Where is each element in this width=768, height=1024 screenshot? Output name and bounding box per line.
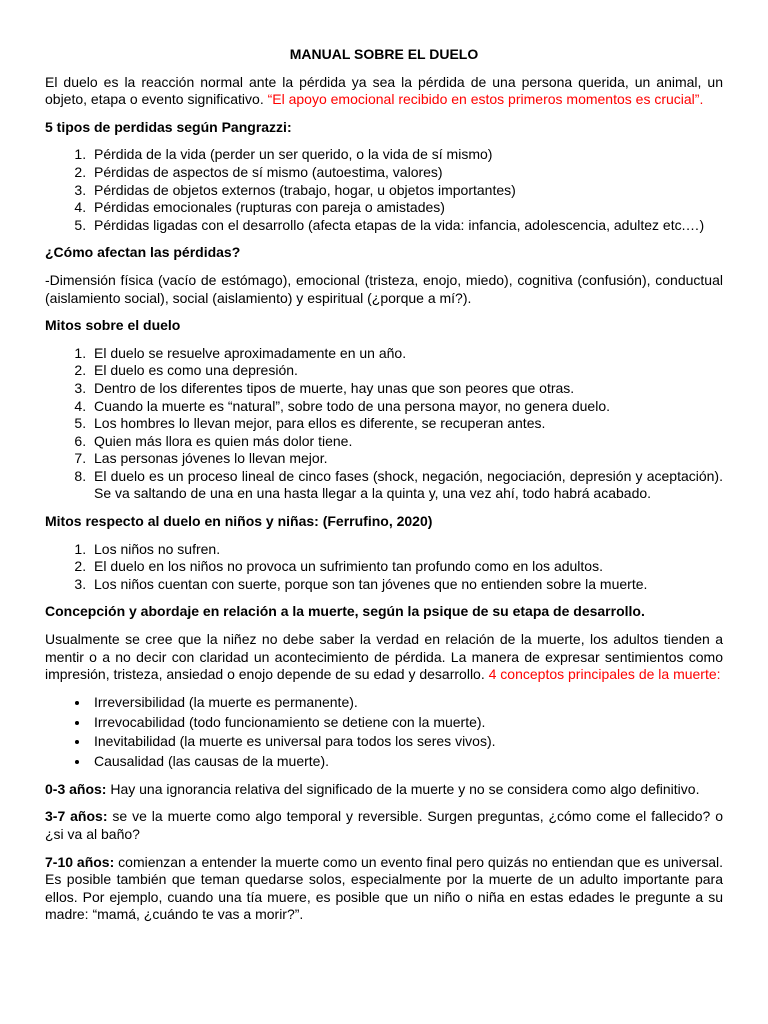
age-label: 0-3 años: — [45, 780, 107, 797]
age-paragraph-0-3 — [45, 781, 723, 799]
conception-paragraph — [45, 631, 723, 684]
list-item: 4. Pérdidas emocionales (rupturas con pareja o amistades) — [90, 199, 723, 217]
document-title: MANUAL SOBRE EL DUELO — [289, 46, 479, 62]
intro-text: El duelo es la reacción normal ante la pérdida ya sea la pérdida de una persona querida, un animal, un objeto, etapa o evento significativo. — [45, 73, 723, 108]
section-heading-conception: Concepción y abordaje en relación a la muerte, según la psique de su etapa de desarrollo. — [45, 603, 645, 620]
list-item: • Irreversibilidad (la muerte es permanente). — [90, 694, 723, 712]
list-item: 5. Los hombres lo llevan mejor, para ellos es diferente, se recuperan antes. — [90, 415, 723, 433]
section-heading-child-myths: Mitos respecto al duelo en niños y niñas: (Ferrufino, 2020) — [45, 513, 433, 530]
age-label: 3-7 años: — [45, 808, 108, 825]
list-item: 1. Pérdida de la vida (perder un ser querido, o la vida de sí mismo) — [90, 146, 723, 164]
list-item: 5. Pérdidas ligadas con el desarrollo (afecta etapas de la vida: infancia, adolescencia, adultez etc.…) — [90, 217, 723, 235]
list-item: 3. Dentro de los diferentes tipos de muerte, hay unas que son peores que otras. — [90, 380, 723, 398]
list-item: • Causalidad (las causas de la muerte). — [90, 753, 723, 771]
conception-text: Usualmente se cree que la niñez no debe saber la verdad en relación de la muerte, los adultos tienden a mentir o a no decir con claridad un acontecimiento de pérdida. La manera de expresar sentimientos como impresión, tristeza, ansiedad o enojo depende de su edad y desarrollo. — [45, 631, 723, 683]
intro-paragraph — [45, 74, 723, 109]
list-item: 1. El duelo se resuelve aproximadamente en un año. — [90, 345, 723, 363]
section-heading-loss-types: 5 tipos de perdidas según Pangrazzi: — [45, 118, 292, 135]
age-text: Hay una ignorancia relativa del significado de la muerte y no se considera como algo definitivo. — [106, 780, 700, 797]
list-item: 3. Pérdidas de objetos externos (trabajo, hogar, u objetos importantes) — [90, 182, 723, 200]
age-text: se ve la muerte como algo temporal y reversible. Surgen preguntas, ¿cómo come el fallecido? o ¿si va al baño? — [45, 808, 723, 842]
list-item: 1. Los niños no sufren. — [90, 541, 723, 559]
section-heading-effects: ¿Cómo afectan las pérdidas? — [45, 244, 241, 261]
child-myths-list — [45, 541, 723, 594]
section-heading-myths: Mitos sobre el duelo — [45, 317, 181, 334]
effects-paragraph: -Dimensión física (vacío de estómago), emocional (tristeza, enojo, miedo), cognitiva (confusión), conductual (aislamiento social), social (aislamiento) y espiritual (¿porque a mí?). — [45, 271, 723, 306]
list-item: 6. Quien más llora es quien más dolor tiene. — [90, 433, 723, 451]
conception-highlight: 4 conceptos principales de la muerte: — [488, 666, 721, 683]
death-concepts-list — [45, 694, 723, 771]
age-text: comienzan a entender la muerte como un evento final pero quizás no entiendan que es universal. Es posible también que teman quedarse solos, especialmente por la muerte de un adulto importante para ellos. Por ejemplo, cuando una tía muere, es posible que un niño o niña en estas edades le pregunte a su madre: “mamá, ¿cuándo te vas a morir?”. — [45, 853, 723, 923]
list-item: 4. Cuando la muerte es “natural”, sobre todo de una persona mayor, no genera duelo. — [90, 398, 723, 416]
list-item: 2. El duelo en los niños no provoca un sufrimiento tan profundo como en los adultos. — [90, 558, 723, 576]
list-item: • Inevitabilidad (la muerte es universal para todos los seres vivos). — [90, 733, 723, 751]
list-item: 7. Las personas jóvenes lo llevan mejor. — [90, 450, 723, 468]
intro-quote: “El apoyo emocional recibido en estos primeros momentos es crucial”. — [267, 91, 704, 108]
loss-types-list — [45, 146, 723, 234]
age-paragraph-7-10 — [45, 854, 723, 924]
list-item: 2. El duelo es como una depresión. — [90, 362, 723, 380]
age-label: 7-10 años: — [45, 853, 115, 870]
age-paragraph-3-7 — [45, 808, 723, 843]
myths-list — [45, 345, 723, 503]
list-item: 8. El duelo es un proceso lineal de cinco fases (shock, negación, negociación, depresión y aceptación). Se va saltando de una en una hasta llegar a la quinta y, una vez ahí, todo habrá acabado. — [90, 468, 723, 503]
list-item: 2. Pérdidas de aspectos de sí mismo (autoestima, valores) — [90, 164, 723, 182]
list-item: • Irrevocabilidad (todo funcionamiento se detiene con la muerte). — [90, 714, 723, 732]
list-item: 3. Los niños cuentan con suerte, porque son tan jóvenes que no entienden sobre la muerte. — [90, 576, 723, 594]
